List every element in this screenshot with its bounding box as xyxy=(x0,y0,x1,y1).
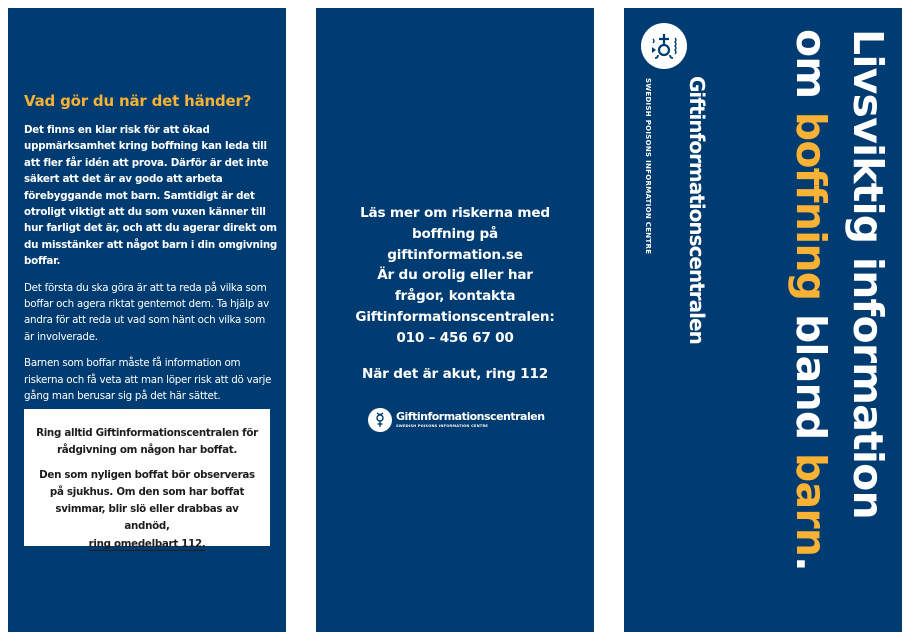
title-accent-boffning: boffning xyxy=(787,111,835,301)
info-box xyxy=(24,409,270,550)
logo-subtitle: SWEDISH POISONS INFORMATION CENTRE xyxy=(396,424,489,428)
title-word: bland xyxy=(787,300,835,453)
body-text xyxy=(24,122,278,415)
panel-cover xyxy=(624,8,902,632)
warning-text: Den som nyligen boffat bör observeras på sjukhus. Om den som har boffat svimmar, blir slö eller drabbas av andnöd, xyxy=(39,468,255,533)
paragraph: Det första du ska göra är att ta reda på vilka som boffar och agera riktat gentemot dem. Ta hjälp av andra för att reda ut vad som hänt och vilka som är involverade. xyxy=(24,281,269,343)
contact-info xyxy=(316,265,594,349)
emergency-text: När det är akut, ring 112 xyxy=(362,366,548,382)
rotated-cover-content xyxy=(624,8,902,632)
section-heading: Vad gör du när det händer? xyxy=(24,92,252,110)
logo xyxy=(368,408,545,432)
title-line-2 xyxy=(782,29,839,629)
cover-logo-subtitle-wrap xyxy=(642,78,652,278)
mercury-symbol-icon xyxy=(368,408,392,432)
contact-line: Giftinformationscentralen: xyxy=(355,309,555,325)
panel-left xyxy=(8,8,286,632)
read-more-text xyxy=(316,203,594,266)
contact-line: Är du orolig eller har xyxy=(377,267,533,283)
logo-name: Giftinformationscentralen xyxy=(685,76,709,344)
title-accent-barn: barn xyxy=(787,452,835,557)
info-box-warning xyxy=(34,467,260,553)
phone-number: 010 – 456 67 00 xyxy=(396,330,514,346)
info-box-text: Ring alltid Giftinformationscentralen för rådgivning om någon har boffat. xyxy=(36,427,258,457)
title-period: . xyxy=(787,556,835,571)
paragraph: Barnen som boffar måste få information om riskerna och få veta att man löper risk att dö varje gång man berusar sig på det här sättet. xyxy=(24,357,272,403)
emergency-call-text: ring omedelbart 112. xyxy=(88,537,206,550)
logo-name: Giftinformationscentralen xyxy=(396,410,545,423)
cover-title xyxy=(782,29,896,629)
title-word: om xyxy=(787,29,835,112)
intro-paragraph: Det finns en klar risk för att ökad uppmärksamhet kring boffning kan leda till att fler får idén att prova. Därför är det inte säkert att det är av godo att arbeta förebyggande mot barn. Samtidigt är det otroligt viktigt att du som vuxen känner till hur farligt det är, och att du agerar direkt om du misstänker att något barn i din omgivning boffar. xyxy=(24,124,278,268)
read-more-label: Läs mer om riskerna med boffning på giftinformation.se xyxy=(360,205,550,263)
panel-middle xyxy=(316,8,594,632)
cover-logo-text xyxy=(684,76,709,344)
mercury-symbol-icon xyxy=(641,23,687,69)
contact-line: frågor, kontakta xyxy=(394,288,516,304)
title-line-1: Livsviktig information xyxy=(844,29,892,519)
logo-subtitle: SWEDISH POISONS INFORMATION CENTRE xyxy=(644,78,652,255)
